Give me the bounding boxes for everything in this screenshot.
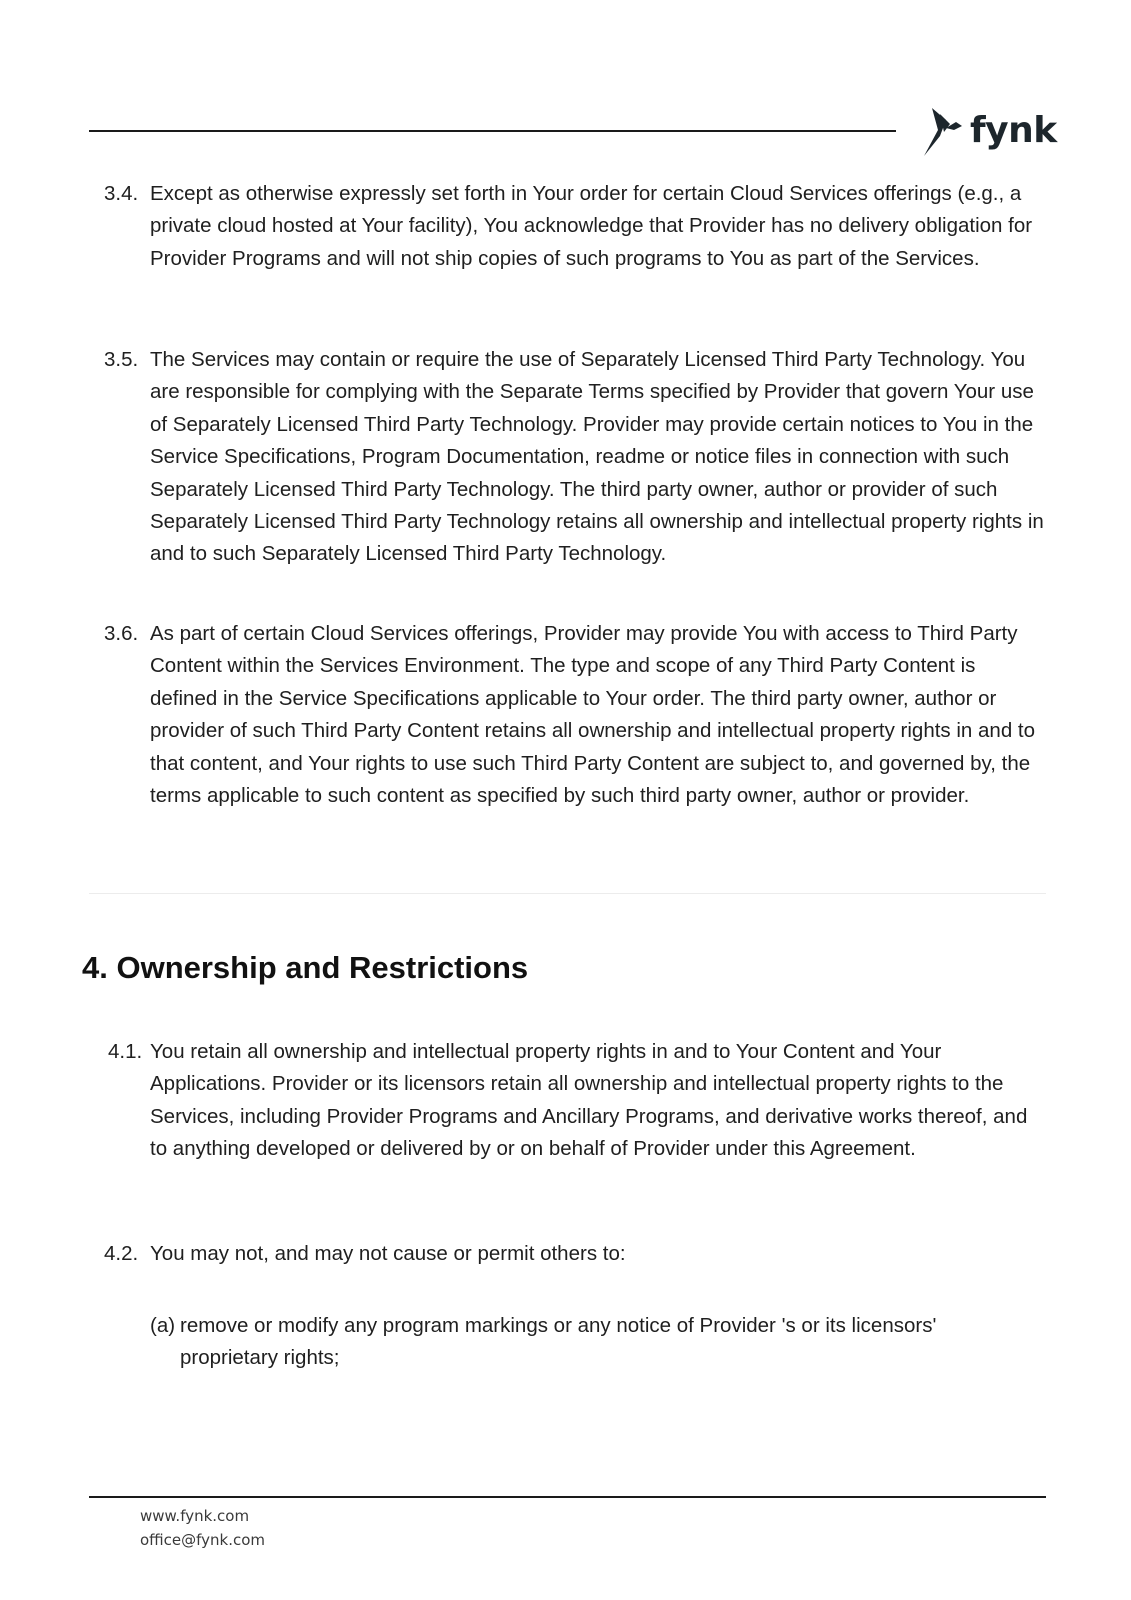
clause-text: You may not, and may not cause or permit others to: — [150, 1242, 626, 1265]
clause-3-6 — [104, 618, 1044, 812]
section-title: 4. Ownership and Restrictions — [82, 950, 529, 985]
footer-website-link[interactable]: www.fynk.com — [140, 1507, 250, 1525]
bird-logo-icon — [920, 106, 964, 158]
footer-rule — [89, 1496, 1046, 1498]
clause-text: As part of certain Cloud Services offerings, Provider may provide You with access to Third Party Content within the Services Environment. The type and scope of any Third Party Content is defined in the Service Specifications applicable to Your order. The third party owner, author or provider of such Third Party Content retains all ownership and intellectual property rights in and to that content, and Your rights to use such Third Party Content are subject to, and governed by, the terms applicable to such content as specified by such third party owner, author or provider. — [150, 622, 1036, 808]
subclause-number: (a) — [150, 1314, 176, 1337]
clause-4-1 — [108, 1036, 1048, 1166]
clause-text: The Services may contain or require the use of Separately Licensed Third Party Technology. You are responsible for complying with the Separate Terms specified by Provider that govern Your use of Separately Licensed Third Party Technology. Provider may provide certain notices to You in the Service Specifications, Program Documentation, readme or notice files in connection with such Separately Licensed Third Party Technology. The third party owner, author or provider of such Separately Licensed Third Party Technology retains all ownership and intellectual property rights in and to such Separately Licensed Third Party Technology. — [150, 348, 1044, 566]
clause-text: Except as otherwise expressly set forth in Your order for certain Cloud Services offerings (e.g., a private cloud hosted at Your facility), You acknowledge that Provider has no delivery obligation for Provider Programs and will not ship copies of such programs to You as part of the Services. — [150, 182, 1033, 270]
brand-logo — [920, 104, 1057, 160]
clause-3-5 — [104, 344, 1044, 571]
clause-number: 3.6. — [104, 622, 139, 645]
brand-wordmark: fynk — [970, 109, 1057, 151]
clause-number: 3.5. — [104, 348, 139, 371]
subclause-a — [150, 1310, 1020, 1375]
section-divider — [89, 893, 1046, 894]
clause-text: You retain all ownership and intellectual property rights in and to Your Content and Your Applications. Provider or its licensors retain all ownership and intellectual property rights to the Services, including Provider Programs and Ancillary Programs, and derivative works thereof, and to anything developed or delivered by or on behalf of Provider under this Agreement. — [150, 1040, 1028, 1161]
clause-4-2 — [104, 1238, 1044, 1270]
clause-number: 4.1. — [108, 1040, 143, 1063]
clause-number: 4.2. — [104, 1242, 139, 1265]
clause-number: 3.4. — [104, 182, 139, 205]
footer-email-link[interactable]: office@fynk.com — [140, 1531, 266, 1549]
footer — [140, 1504, 265, 1552]
clause-3-4 — [104, 178, 1044, 275]
subclause-text: remove or modify any program markings or any notice of Provider 's or its licensors' proprietary rights; — [180, 1314, 937, 1370]
header-rule — [89, 130, 896, 132]
